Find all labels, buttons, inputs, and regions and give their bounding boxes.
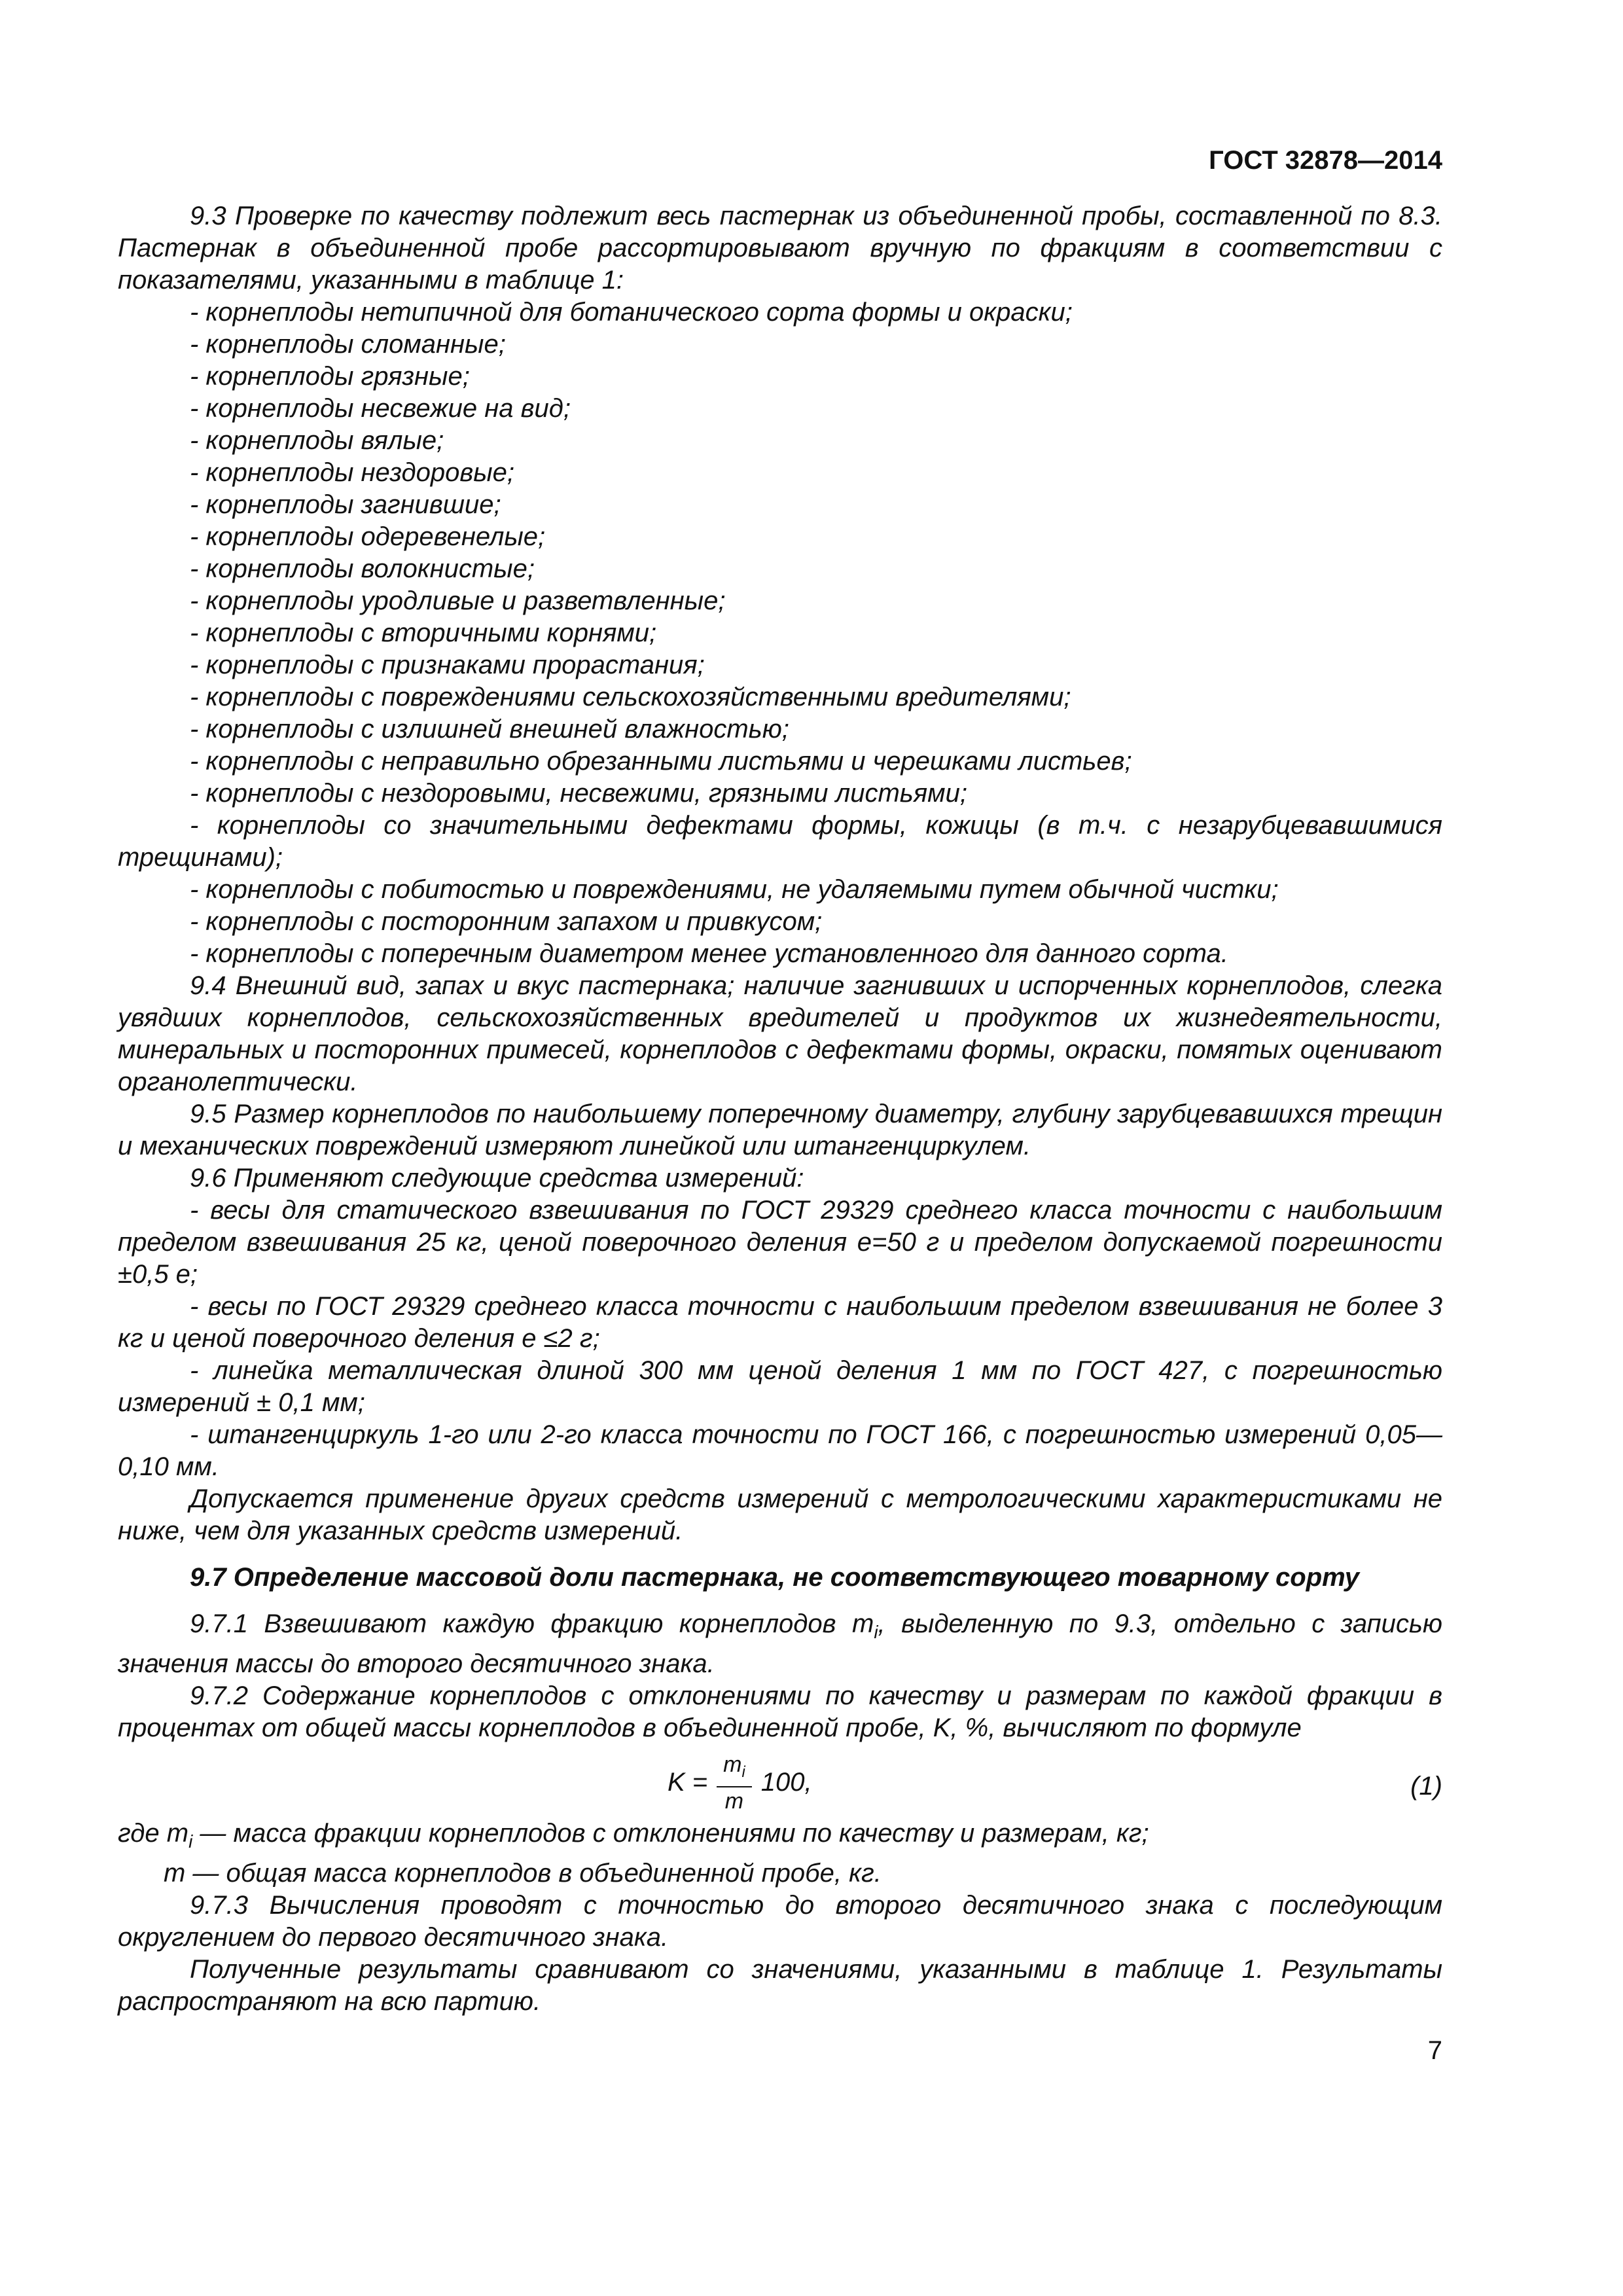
where-subscript: i — [188, 1831, 193, 1852]
list-item: - корнеплоды загнившие; — [190, 490, 501, 519]
where-line-1 — [118, 1818, 1442, 1857]
list-item: - корнеплоды несвежие на вид; — [190, 394, 571, 423]
formula-lhs: K = — [668, 1768, 708, 1797]
numerator-subscript: i — [741, 1763, 745, 1781]
list-item: - корнеплоды с нездоровыми, несвежими, грязными листьями; — [190, 779, 967, 808]
list-item: - корнеплоды с признаками прорастания; — [190, 651, 705, 679]
document-page — [118, 144, 1442, 2065]
section-heading-9-7: 9.7 Определение массовой доли пастернака, не соответствующего товарному сорту — [190, 1563, 1359, 1592]
formula — [668, 1751, 812, 1815]
list-item: - штангенциркуль 1-го или 2-го класса точности по ГОСТ 166, с погрешностью измерений 0,05—0,10 мм. — [118, 1420, 1442, 1481]
p971-after: , выделенную по 9.3, отдельно с записью значения массы до второго десятичного знака. — [118, 1609, 1442, 1678]
list-item: - весы по ГОСТ 29329 среднего класса точности с наибольшим пределом взвешивания не более 3 кг и ценой поверочного деления e ≤2 г; — [118, 1292, 1442, 1353]
paragraph-9-6-allowance: Допускается применение других средств измерений с метрологическими характеристиками не ниже, чем для указанных средств измерений. — [118, 1484, 1442, 1545]
paragraph-results: Полученные результаты сравнивают со значениями, указанными в таблице 1. Результаты распространяют на всю партию. — [118, 1955, 1442, 2016]
list-item: - корнеплоды нездоровые; — [190, 458, 515, 487]
instruments-list — [118, 1194, 1442, 1483]
paragraph-9-3: 9.3 Проверке по качеству подлежит весь пастернак из объединенной пробы, составленной по 8.3. Пастернак в объединенной пробе рассортировывают вручную по фракциям в соответствии с показателями, указанными в таблице 1: — [118, 202, 1442, 295]
list-item: - весы для статического взвешивания по ГОСТ 29329 среднего класса точности с наибольшим пределом взвешивания 25 кг, ценой поверочного деления e=50 г и пределом допускаемой погрешности ±0,5 e; — [118, 1196, 1442, 1289]
paragraph-9-7-2: 9.7.2 Содержание корнеплодов с отклонениями по качеству и размерам по каждой фракции в процентах от общей массы корнеплодов в объединенной пробе, K, %, вычисляют по формуле — [118, 1681, 1442, 1742]
p971-subscript: i — [874, 1622, 878, 1642]
paragraph-9-5: 9.5 Размер корнеплодов по наибольшему поперечному диаметру, глубину зарубцевавшихся трещин и механических повреждений измеряют линейкой или штангенциркулем. — [118, 1100, 1442, 1160]
list-item: - корнеплоды нетипичной для ботанического сорта формы и окраски; — [190, 298, 1073, 327]
paragraph-9-7-1 — [118, 1608, 1442, 1680]
list-item: - корнеплоды одеревенелые; — [190, 522, 546, 551]
list-item: - корнеплоды с поперечным диаметром менее установленного для данного сорта. — [190, 939, 1228, 968]
list-item: - корнеплоды вялые; — [190, 426, 444, 455]
list-item: - корнеплоды уродливые и разветвленные; — [190, 586, 726, 615]
paragraph-9-4: 9.4 Внешний вид, запах и вкус пастернака; наличие загнивших и испорченных корнеплодов, слегка увядших корнеплодов, сельскохозяйственных вредителей и продуктов их жизнедеятельности, минеральных и посторонних примесей, корнеплодов с дефектами формы, окраски, помятых оценивают органолептически. — [118, 971, 1442, 1096]
list-item: - корнеплоды со значительными дефектами формы, кожицы (в т.ч. с незарубцевавшимися трещинами); — [118, 811, 1442, 872]
list-item: - корнеплоды с побитостью и повреждениями, не удаляемыми путем обычной чистки; — [190, 875, 1279, 904]
document-code: ГОСТ 32878—2014 — [1209, 146, 1442, 175]
formula-block — [118, 1746, 1442, 1818]
list-item: - корнеплоды волокнистые; — [190, 554, 535, 583]
list-item: - корнеплоды грязные; — [190, 362, 470, 391]
list-item: - корнеплоды с повреждениями сельскохозяйственными вредителями; — [190, 683, 1071, 711]
numerator-var: m — [723, 1752, 742, 1777]
list-item: - линейка металлическая длиной 300 мм ценой деления 1 мм по ГОСТ 427, с погрешностью измерений ± 0,1 мм; — [118, 1356, 1442, 1417]
where-line-2: m — общая масса корнеплодов в объединенной пробе, кг. — [164, 1859, 882, 1888]
equation-number: (1) — [1410, 1772, 1442, 1801]
where-text: — масса фракции корнеплодов с отклонениями по качеству и размерам, кг; — [192, 1819, 1149, 1848]
defects-list — [118, 296, 1442, 970]
where-prefix: где m — [118, 1819, 189, 1848]
page-number: 7 — [1427, 2036, 1442, 2065]
list-item: - корнеплоды с посторонним запахом и привкусом; — [190, 907, 823, 936]
list-item: - корнеплоды сломанные; — [190, 330, 506, 359]
p971-before: 9.7.1 Взвешивают каждую фракцию корнеплодов m — [190, 1609, 874, 1638]
paragraph-9-6: 9.6 Применяют следующие средства измерений: — [190, 1164, 804, 1193]
list-item: - корнеплоды с вторичными корнями; — [190, 619, 657, 647]
fraction-denominator: m — [724, 1788, 744, 1814]
paragraph-9-7-3: 9.7.3 Вычисления проводят с точностью до второго десятичного знака с последующим округлением до первого десятичного знака. — [118, 1891, 1442, 1952]
list-item: - корнеплоды с неправильно обрезанными листьями и черешками листьев; — [190, 747, 1132, 776]
list-item: - корнеплоды с излишней внешней влажностью; — [190, 715, 789, 744]
formula-rhs: 100, — [760, 1768, 812, 1797]
fraction-numerator — [717, 1751, 752, 1786]
formula-fraction — [717, 1751, 752, 1815]
